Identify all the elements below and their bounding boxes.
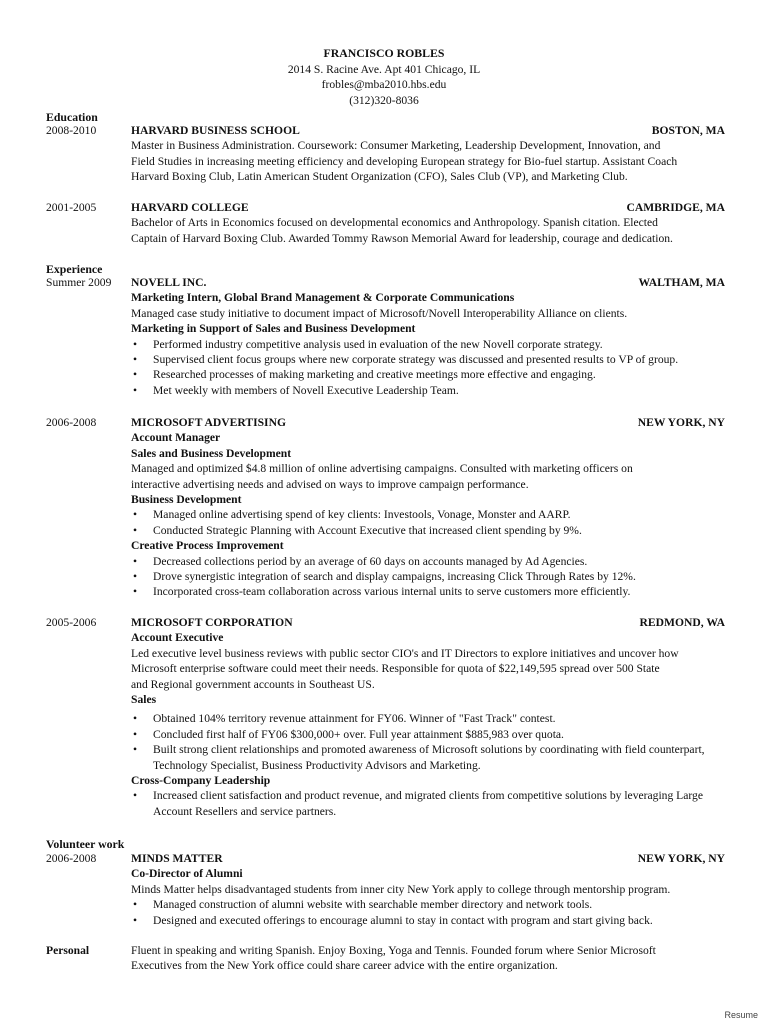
entry-date: Summer 2009 <box>46 276 112 289</box>
entry-date: 2006-2008 <box>46 852 97 865</box>
applicant-phone: (312)320-8036 <box>349 93 419 107</box>
resume-header <box>0 46 768 108</box>
bullet-item: • Met weekly with members of Novell Executive Leadership Team. <box>131 383 725 398</box>
entry-location: WALTHAM, MA <box>638 276 725 289</box>
bullet-item: • Managed online advertising spend of key clients: Investools, Vonage, Monster and AARP. <box>131 507 725 522</box>
entry-date: 2005-2006 <box>46 616 97 629</box>
bullet-item: • Concluded first half of FY06 $300,000+ over. Full year attainment $885,983 over quota. <box>131 727 725 742</box>
entry-date: 2008-2010 <box>46 124 97 137</box>
entry-subheading: Cross-Company Leadership <box>131 774 271 788</box>
bullet-list <box>131 337 725 399</box>
bullet-item: • Performed industry competitive analysis used in evaluation of the new Novell corporate strategy. <box>131 337 725 352</box>
bullet-item: • Increased client satisfaction and product revenue, and migrated clients from competitive solutions by leveraging Large Account Resellers and service partners. <box>131 788 725 819</box>
personal-line: Fluent in speaking and writing Spanish. Enjoy Boxing, Yoga and Tennis. Founded forum where Senior Microsoft <box>131 944 656 957</box>
bullet-list <box>131 897 725 928</box>
applicant-email: frobles@mba2010.hbs.edu <box>321 78 447 91</box>
bullet-item: • Decreased collections period by an average of 60 days on accounts managed by Ad Agencies. <box>131 554 725 569</box>
entry-subheading: Business Development <box>131 493 242 507</box>
bullet-item: • Conducted Strategic Planning with Account Executive that increased client spending by 9%. <box>131 523 725 538</box>
education-heading: Education <box>46 110 98 124</box>
applicant-name: FRANCISCO ROBLES <box>323 46 445 60</box>
experience-heading: Experience <box>46 262 103 276</box>
entry-subheading: Marketing in Support of Sales and Business Development <box>131 322 416 336</box>
bullet-list <box>131 507 725 538</box>
bullet-item: • Drove synergistic integration of search and display campaigns, increasing Click Through Rates by 12%. <box>131 569 725 584</box>
entry-subheading: Sales <box>131 693 157 707</box>
bullet-item: • Built strong client relationships and promoted awareness of Microsoft solutions by coordinating with field counterpart, Technology Specialist, Business Productivity Advisors and Marketing. <box>131 742 725 773</box>
bullet-item: • Designed and executed offerings to encourage alumni to stay in contact with program and start giving back. <box>131 913 725 928</box>
entry-subheading: Sales and Business Development <box>131 446 292 460</box>
entry-description-line: Master in Business Administration. Coursework: Consumer Marketing, Leadership Development, Innovation, and <box>131 139 661 153</box>
entry-role: Account Manager <box>131 431 221 445</box>
entry-role: Co-Director of Alumni <box>131 867 243 881</box>
volunteer-heading: Volunteer work <box>46 837 125 851</box>
applicant-address: 2014 S. Racine Ave. Apt 401 Chicago, IL <box>287 62 481 76</box>
entry-description-line: Managed case study initiative to document impact of Microsoft/Novell Interoperability Alliance on clients. <box>131 306 628 320</box>
entry-description-line: Microsoft enterprise software could meet their needs. Responsible for quota of $22,149,595 spread over 500 State <box>131 662 660 676</box>
entry-description-line: Led executive level business reviews with public sector CIO's and IT Directors to explore initiatives and uncover how <box>131 646 679 660</box>
entry-description-line: Minds Matter helps disadvantaged students from inner city New York apply to college through mentorship program. <box>131 882 671 896</box>
personal-heading: Personal <box>46 944 90 957</box>
entry-date: 2001-2005 <box>46 201 97 214</box>
entry-organization: HARVARD BUSINESS SCHOOL <box>131 124 300 137</box>
entry-role: Marketing Intern, Global Brand Management & Corporate Communications <box>131 291 515 305</box>
entry-description-line: Captain of Harvard Boxing Club. Awarded Tommy Rawson Memorial Award for leadership, courage and dedication. <box>131 231 673 245</box>
bullet-item: • Obtained 104% territory revenue attainment for FY06. Winner of "Fast Track" contest. <box>131 711 725 726</box>
bullet-item: • Supervised client focus groups where new corporate strategy was discussed and presented results to VP of group. <box>131 352 725 367</box>
entry-location: REDMOND, WA <box>639 616 725 629</box>
entry-description-line: interactive advertising needs and advised on ways to improve campaign performance. <box>131 477 529 491</box>
personal-line: Executives from the New York office could share career advice with the entire organization. <box>131 959 558 973</box>
entry-description-line: Harvard Boxing Club, Latin American Student Organization (CFO), Sales Club (VP), and Marketing Club. <box>131 170 628 184</box>
entry-location: NEW YORK, NY <box>637 416 725 429</box>
entry-description-line: Bachelor of Arts in Economics focused on developmental economics and Anthropology. Spanish citation. Elected <box>131 216 658 230</box>
bullet-item: • Researched processes of making marketing and creative meetings more effective and engaging. <box>131 367 725 382</box>
entry-description-line: and Regional government accounts in Southeast US. <box>131 677 375 691</box>
entry-organization: MICROSOFT CORPORATION <box>131 616 293 629</box>
bullet-list <box>131 788 725 819</box>
entry-description-line: Field Studies in increasing meeting efficiency and developing European strategy for Bio-fuel startup. Assistant Coach <box>131 154 678 168</box>
entry-date: 2006-2008 <box>46 416 97 429</box>
entry-subheading: Creative Process Improvement <box>131 539 284 553</box>
bullet-list <box>131 711 725 773</box>
entry-role: Account Executive <box>131 631 224 645</box>
entry-location: CAMBRIDGE, MA <box>626 201 725 214</box>
watermark-label: Resume <box>724 1010 758 1020</box>
entry-organization: MICROSOFT ADVERTISING <box>131 416 286 429</box>
bullet-list <box>131 554 725 600</box>
entry-organization: MINDS MATTER <box>131 852 223 865</box>
entry-description-line: Managed and optimized $4.8 million of online advertising campaigns. Consulted with marketing officers on <box>131 462 633 476</box>
entry-organization: HARVARD COLLEGE <box>131 201 249 214</box>
bullet-item: • Incorporated cross-team collaboration across various internal units to serve customers more efficiently. <box>131 584 725 599</box>
bullet-item: • Managed construction of alumni website with searchable member directory and network tools. <box>131 897 725 912</box>
entry-organization: NOVELL INC. <box>131 276 207 289</box>
entry-location: NEW YORK, NY <box>637 852 725 865</box>
entry-location: BOSTON, MA <box>651 124 725 137</box>
